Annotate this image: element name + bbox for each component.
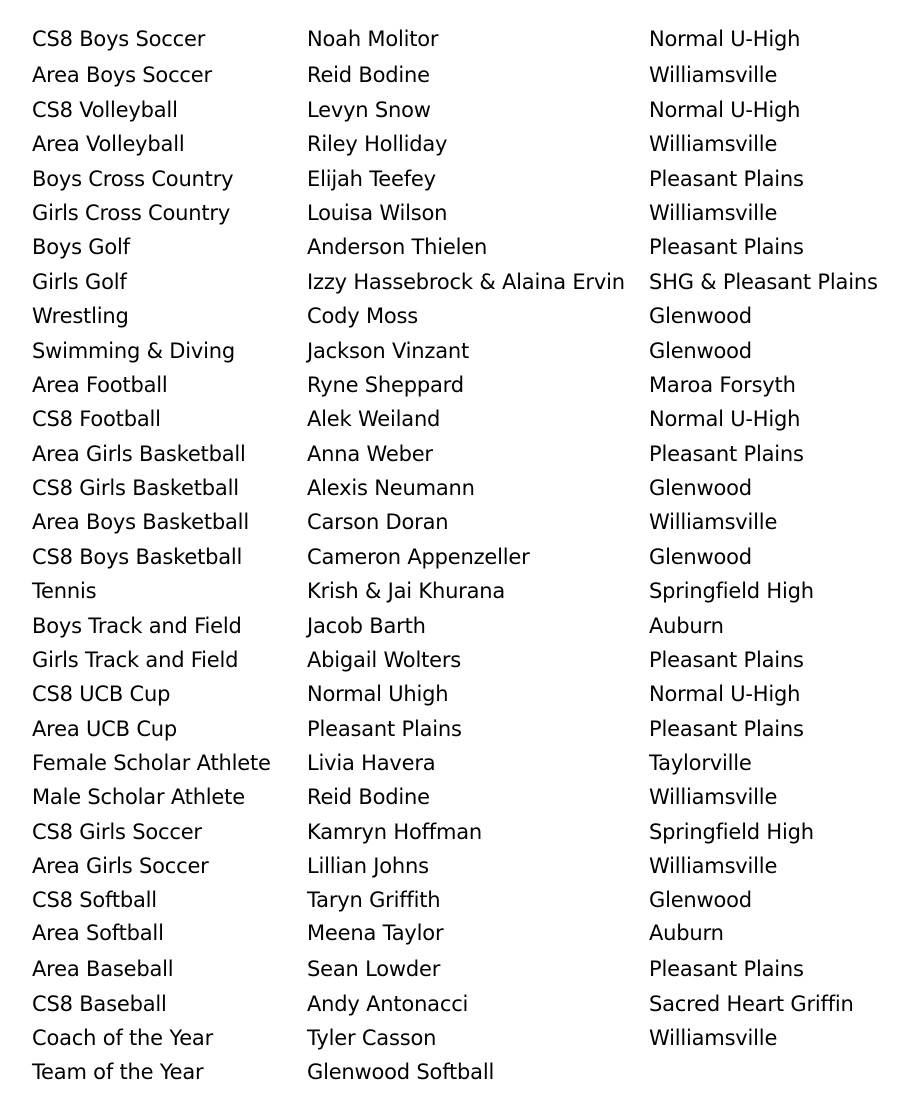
school-name: Pleasant Plains <box>649 957 804 981</box>
award-row <box>0 989 906 1019</box>
winner-name: Jackson Vinzant <box>307 339 470 363</box>
winner-name: Abigail Wolters <box>307 648 462 672</box>
award-name: CS8 Girls Basketball <box>32 476 239 500</box>
winner-name: Glenwood Softball <box>307 1060 495 1084</box>
award-row <box>0 782 906 812</box>
award-name: Wrestling <box>32 304 129 328</box>
award-name: CS8 UCB Cup <box>32 682 171 706</box>
award-name: Girls Track and Field <box>32 648 239 672</box>
school-name: Williamsville <box>649 785 778 809</box>
award-name: Swimming & Diving <box>32 339 235 363</box>
award-row <box>0 439 906 469</box>
award-row <box>0 232 906 262</box>
award-name: CS8 Baseball <box>32 992 167 1016</box>
award-name: Boys Cross Country <box>32 167 234 191</box>
winner-name: Krish & Jai Khurana <box>307 579 506 603</box>
award-row <box>0 576 906 606</box>
school-name: Normal U-High <box>649 27 801 51</box>
award-row <box>0 679 906 709</box>
award-name: Female Scholar Athlete <box>32 751 271 775</box>
winner-name: Reid Bodine <box>307 785 430 809</box>
school-name: Williamsville <box>649 63 778 87</box>
school-name: Springfield High <box>649 579 814 603</box>
winner-name: Riley Holliday <box>307 132 448 156</box>
award-name: Coach of the Year <box>32 1026 214 1050</box>
school-name: Normal U-High <box>649 98 801 122</box>
winner-name: Kamryn Hoffman <box>307 820 483 844</box>
award-row <box>0 95 906 125</box>
award-name: Area Boys Soccer <box>32 63 212 87</box>
winner-name: Anna Weber <box>307 442 433 466</box>
award-row <box>0 301 906 331</box>
school-name: Springfield High <box>649 820 814 844</box>
award-row <box>0 954 906 984</box>
award-row <box>0 267 906 297</box>
winner-name: Jacob Barth <box>307 614 426 638</box>
award-name: Male Scholar Athlete <box>32 785 245 809</box>
winner-name: Andy Antonacci <box>307 992 469 1016</box>
award-name: Girls Cross Country <box>32 201 231 225</box>
award-row <box>0 918 906 948</box>
school-name: SHG & Pleasant Plains <box>649 270 878 294</box>
award-row <box>0 198 906 228</box>
award-row <box>0 714 906 744</box>
award-name: Tennis <box>32 579 97 603</box>
winner-name: Cody Moss <box>307 304 418 328</box>
award-row <box>0 542 906 572</box>
award-row <box>0 404 906 434</box>
award-name: Area Softball <box>32 921 164 945</box>
award-name: CS8 Football <box>32 407 161 431</box>
school-name: Williamsville <box>649 201 778 225</box>
award-name: Area Girls Soccer <box>32 854 209 878</box>
school-name: Taylorville <box>649 751 752 775</box>
school-name: Glenwood <box>649 545 752 569</box>
school-name: Glenwood <box>649 888 752 912</box>
award-row <box>0 24 906 54</box>
school-name: Glenwood <box>649 476 752 500</box>
winner-name: Normal Uhigh <box>307 682 449 706</box>
award-name: CS8 Girls Soccer <box>32 820 202 844</box>
winner-name: Taryn Griffith <box>307 888 441 912</box>
winner-name: Meena Taylor <box>307 921 444 945</box>
award-name: CS8 Boys Soccer <box>32 27 206 51</box>
school-name: Pleasant Plains <box>649 717 804 741</box>
school-name: Normal U-High <box>649 682 801 706</box>
winner-name: Alexis Neumann <box>307 476 475 500</box>
award-name: Boys Track and Field <box>32 614 242 638</box>
winner-name: Noah Molitor <box>307 27 439 51</box>
award-row <box>0 129 906 159</box>
award-name: Area Volleyball <box>32 132 185 156</box>
award-row <box>0 507 906 537</box>
award-name: CS8 Softball <box>32 888 157 912</box>
school-name: Pleasant Plains <box>649 648 804 672</box>
school-name: Williamsville <box>649 132 778 156</box>
award-name: Area Baseball <box>32 957 174 981</box>
award-row <box>0 1023 906 1053</box>
winner-name: Sean Lowder <box>307 957 441 981</box>
winner-name: Carson Doran <box>307 510 449 534</box>
award-row <box>0 473 906 503</box>
winner-name: Pleasant Plains <box>307 717 462 741</box>
award-row <box>0 748 906 778</box>
award-row <box>0 370 906 400</box>
school-name: Glenwood <box>649 339 752 363</box>
winner-name: Cameron Appenzeller <box>307 545 530 569</box>
award-name: Area Football <box>32 373 168 397</box>
school-name: Auburn <box>649 614 724 638</box>
winner-name: Reid Bodine <box>307 63 430 87</box>
winner-name: Tyler Casson <box>307 1026 437 1050</box>
winner-name: Anderson Thielen <box>307 235 488 259</box>
award-row <box>0 1057 906 1087</box>
award-name: CS8 Boys Basketball <box>32 545 243 569</box>
winner-name: Elijah Teefey <box>307 167 436 191</box>
award-name: Boys Golf <box>32 235 130 259</box>
winner-name: Alek Weiland <box>307 407 441 431</box>
award-row <box>0 645 906 675</box>
school-name: Pleasant Plains <box>649 442 804 466</box>
winner-name: Levyn Snow <box>307 98 431 122</box>
school-name: Sacred Heart Griffin <box>649 992 854 1016</box>
award-name: Area Girls Basketball <box>32 442 246 466</box>
award-name: CS8 Volleyball <box>32 98 178 122</box>
award-row <box>0 885 906 915</box>
award-row <box>0 336 906 366</box>
award-row <box>0 817 906 847</box>
award-row <box>0 60 906 90</box>
award-name: Team of the Year <box>32 1060 204 1084</box>
winner-name: Izzy Hassebrock & Alaina Ervin <box>307 270 625 294</box>
winner-name: Lillian Johns <box>307 854 429 878</box>
school-name: Pleasant Plains <box>649 235 804 259</box>
award-row <box>0 164 906 194</box>
winner-name: Louisa Wilson <box>307 201 448 225</box>
school-name: Maroa Forsyth <box>649 373 796 397</box>
winner-name: Ryne Sheppard <box>307 373 464 397</box>
school-name: Auburn <box>649 921 724 945</box>
school-name: Williamsville <box>649 854 778 878</box>
school-name: Williamsville <box>649 1026 778 1050</box>
school-name: Williamsville <box>649 510 778 534</box>
school-name: Pleasant Plains <box>649 167 804 191</box>
winner-name: Livia Havera <box>307 751 436 775</box>
award-name: Area Boys Basketball <box>32 510 249 534</box>
award-row <box>0 611 906 641</box>
award-name: Girls Golf <box>32 270 127 294</box>
award-row <box>0 851 906 881</box>
school-name: Normal U-High <box>649 407 801 431</box>
school-name: Glenwood <box>649 304 752 328</box>
award-name: Area UCB Cup <box>32 717 178 741</box>
